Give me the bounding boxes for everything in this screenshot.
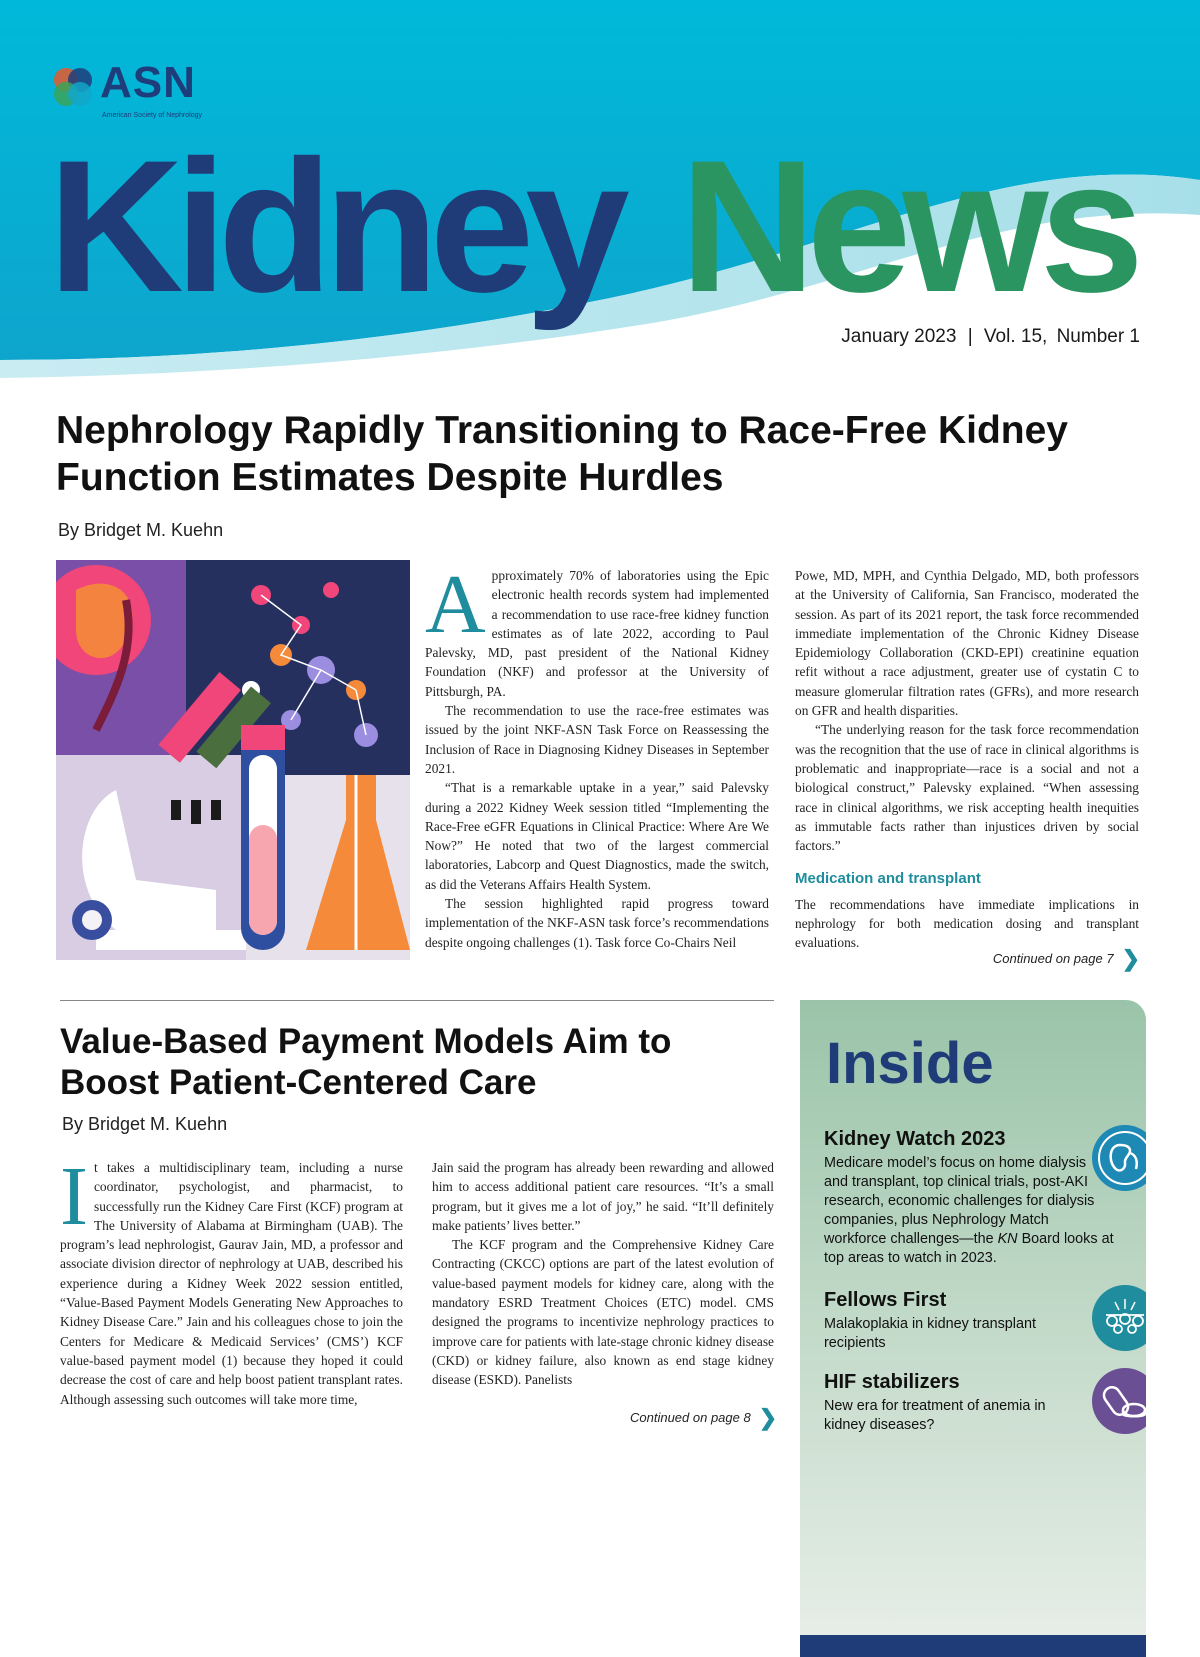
issue-date: January 2023 (841, 326, 957, 347)
article1-paragraph: “That is a remarkable uptake in a year,” said Palevsky during a 2022 Kidney Week session titled “Implementing the Race-Free eGFR Equations in Clinical Practice: Where Are We Now?” He noted that two of the largest commercial laboratories, Labcorp and Quest Diagnostics, made the switch, as did the Veterans Affairs Health System. (425, 780, 769, 892)
article1-column1 (425, 566, 769, 962)
article1-byline: By Bridget M. Kuehn (58, 520, 224, 540)
chevron-right-icon: ❯ (1121, 946, 1140, 971)
inside-item-heading: HIF stabilizers (824, 1371, 960, 1393)
article1-column2 (795, 566, 1139, 953)
article1-paragraph: “The underlying reason for the task force recommendation was the recognition that the use of race in clinical algorithms is problematic and inappropriate—race is a social and not a biological construct,” Palevsky explained. “When assessing race in clinical algorithms, we risk accepting health inequities as immutable facts rather than injustices driven by social factors.” (795, 722, 1139, 854)
article1-dropcap: A (425, 566, 486, 651)
article1-paragraph: The recommendation to use the race-free estimates was issued by the joint NKF-ASN Task Force on Reassessing the Inclusion of Race in Diagnosing Kidney Diseases in September 2021. (425, 703, 769, 776)
continued-label: Continued on page 7 (992, 951, 1114, 966)
asn-logo-subtitle: American Society of Nephrology (102, 112, 202, 119)
article2-column2 (432, 1158, 774, 1390)
article2-paragraph: The KCF program and the Comprehensive Kidney Care Contracting (CKCC) options are part of the latest evolution of value-based payment models for kidney care, along with the mandatory ESRD Treatment Choices (ETC) model. CMS designed the programs to incentivize nephrology practices to improve care for patients with late-stage chronic kidney disease (CKD) or kidney failure, also known as end stage kidney disease (ESKD). Panelists (432, 1237, 774, 1388)
kidney-icon (1092, 1125, 1146, 1191)
article1-headline[interactable]: Nephrology Rapidly Transitioning to Race-Free Kidney Function Estimates Despite Hurdles (56, 409, 1068, 499)
inside-item-text: Malakoplakia in kidney transplant recipients (824, 1316, 1036, 1351)
inside-item-heading: Kidney Watch 2023 (824, 1128, 1006, 1150)
publication-title-kidney: Kidney (48, 121, 621, 331)
article1-paragraph: pproximately 70% of laboratories using the Epic electronic health records system had implemented a recommendation to use race-free kidney function estimates as of late 2022, according to Paul Palevsky, MD, past president of the National Kidney Foundation (NKF) and professor at the University of Pittsburgh, PA. (425, 568, 769, 699)
article2-paragraph: t takes a multidisciplinary team, including a nurse coordinator, psychologist, and pharmacist, to successfully run the Kidney Care First (KCF) program at The University of Alabama at Birmingham (UAB). The program’s lead nephrologist, Gaurav Jain, MD, a professor and associate division director of nephrology at UAB, described his experience during a Kidney Week 2022 session entitled, “Value-Based Payment Models Generating New Approaches to Kidney Disease Care.” Jain and his colleagues chose to join the Centers for Medicare & Medicaid Services’ (CMS’) KCF value-based payment model (1) because they hoped it could decrease the cost of care and help boost patient transplant rates. Although assessing such outcomes will take more time, (60, 1160, 403, 1407)
article1-subhead: Medication and transplant (795, 870, 981, 888)
issue-info (841, 326, 1140, 348)
issue-separator: | (967, 326, 973, 347)
section-divider (60, 1000, 774, 1001)
article1-continued-link[interactable] (993, 946, 1140, 972)
article2-dropcap: I (60, 1150, 88, 1243)
article2-column1 (60, 1150, 403, 1409)
inside-sidebar (800, 1000, 1146, 1657)
inside-title: Inside (826, 1031, 994, 1096)
article1-paragraph: The session highlighted rapid progress toward implementation of the NKF-ASN task force’s recommendations despite ongoing challenges (1). Task force Co-Chairs Neil (425, 896, 769, 950)
asn-logo-text: ASN (100, 58, 196, 107)
asn-logo[interactable] (50, 58, 220, 124)
issue-volume: Vol. 15, (983, 326, 1048, 347)
continued-label: Continued on page 8 (630, 1410, 751, 1425)
article1-paragraph: The recommendations have immediate implications in nephrology for both medication dosing and transplant evaluations. (795, 896, 1139, 951)
inside-bottom-bar (800, 1635, 1146, 1657)
publication-title-news: News (680, 121, 1136, 331)
inside-item-text: Medicare model’s focus on home dialysis and transplant, top clinical trials, post-AKI research, economic challenges for dialysis companies, plus Nephrology Match workforce challenges—the KN Board looks at top areas to watch in 2023. (824, 1155, 1114, 1266)
article2-byline: By Bridget M. Kuehn (62, 1114, 228, 1134)
inside-item-text: New era for treatment of anemia in kidney diseases? (824, 1398, 1046, 1433)
article2-headline[interactable]: Value-Based Payment Models Aim to Boost Patient-Centered Care (60, 1022, 672, 1102)
article2-paragraph: Jain said the program has already been rewarding and allowed him to access additional patient care resources. “It’s a small program, but it gives me a lot of joy,” he said. “It’ll definitely make patients’ lives better.” (432, 1160, 774, 1233)
inside-item-heading: Fellows First (824, 1289, 947, 1311)
issue-number: Number 1 (1056, 326, 1140, 347)
article1-paragraph: Powe, MD, MPH, and Cynthia Delgado, MD, both professors at the University of California, San Francisco, moderated the session. As part of its 2021 report, the task force recommended immediate implementation of the Chronic Kidney Disease Epidemiology Collaboration (CKD-EPI) creatinine equation refit without a race adjustment, greater use of cystatin C to measure glomerular filtration rates (GFRs), and more research on GFR and health disparities. (795, 568, 1139, 719)
pills-icon (1092, 1368, 1146, 1434)
asn-logo-mark-icon (50, 66, 100, 110)
masthead (0, 0, 1200, 380)
chevron-right-icon: ❯ (758, 1405, 778, 1430)
article2-continued-link[interactable] (630, 1405, 777, 1431)
lab-illustration-image (56, 560, 410, 960)
cells-icon (1092, 1285, 1146, 1351)
